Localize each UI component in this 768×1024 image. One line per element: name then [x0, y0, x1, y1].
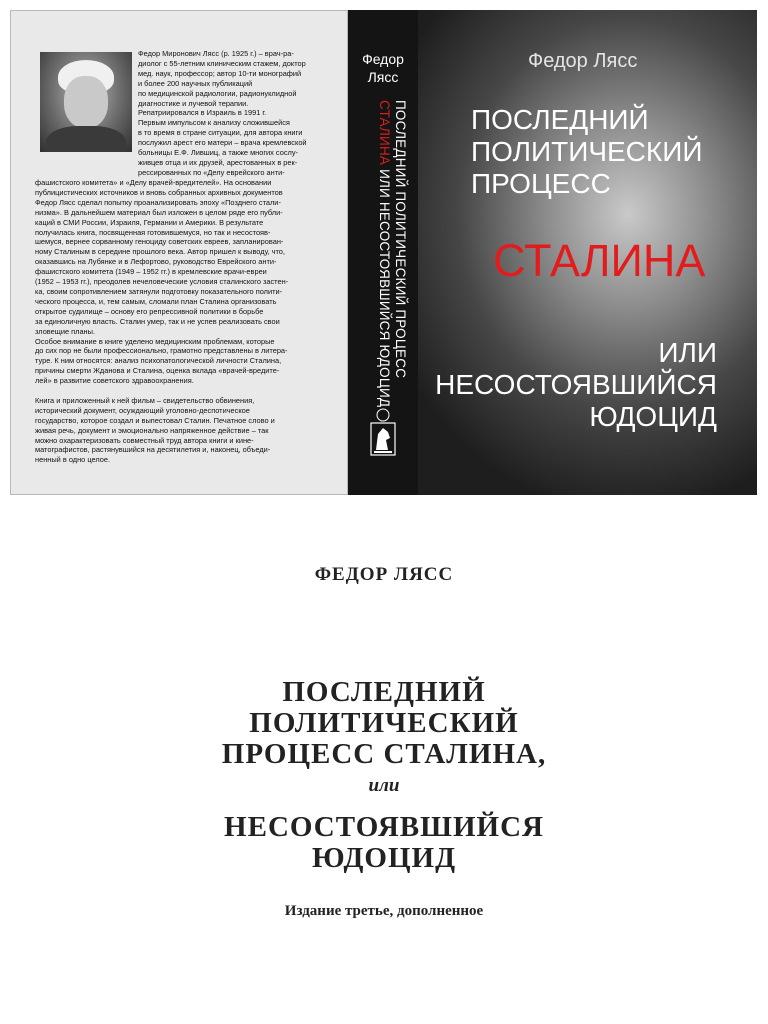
- front-cover: [418, 10, 757, 495]
- book-spine: [348, 10, 418, 495]
- author-bio-top: Федор Миронович Лясс (р. 1925 г.) – врач-ра- диолог с 55-летним клиническим стажем, доктор мед. наук, профессор; автор 10-ти монографий и более 200 научных публикаций по медицинской радиологии, радионуклидной диагностике и лучевой терапии. Репатриировался в Израиль в 1991 г. Первым импульсом к анализу сложившейся в то время в стране ситуации, для автора книги послужил арест его матери – врача кремлевской больницы Е.Ф. Лившиц, а также многих сослу- живцев отца и их друзей, арестованных в рек- рессированных по «Делу еврейского анти-: [138, 49, 307, 177]
- author-photo-body: [46, 126, 126, 152]
- author-bio-bottom: фашистского комитета» и «Делу врачей-вредителей». На основании публицистических источников и вновь собранных архивных документов Федор Лясс сделал попытку проанализировать эпоху «Позднего стали- низма». В дальнейшем материал был изложен в целом ряде его публи- каций в СМИ России, Израиля, Германии и Америки. В результате получилась книга, посвященная готовившемуся, но так и несостояв- шемуся, вернее сорванному геноциду советских евреев, запланирован- ному Сталиным в середине прошлого века. Автор пришел к выводу, что, оказавшись на Лубянке и в Лефортово, руководство Еврейского анти- фашистского комитета (1949 – 1952 гг.) в кремлевские врачи-евреи (1952 – 1953 гг.), преодолев нечеловеческие условия сталинского застен- ка, своим сопротивлением затянули подготовку показательного полити- ческого процесса, и, тем самым, сломали план Сталина организовать открытое судилище – основу его репрессивной политики в борьбе за единоличную власть. Сталин умер, так и не успев реализовать свои зловещие планы. Особое внимание в книге уделено медицинским проблемам, которые до сих пор не были профессионально, грамотно представлены в литера- туре. К ним относятся: анализ психопатологической личности Сталина, причины смерти Жданова и Сталина, оценка вклада «врачей-вредите- лей» в развитие советского здравоохранения. Книга и приложенный к ней фильм – свидетельство обвинения, исторический документ, осуждающий уголовно-деспотическое государство, которое создал и выпестовал Сталин. Печатное слово и живая речь, документ и эмоционально напряженное действие – так можно охарактеризовать совместный труд автора книги и кине- матографистов, растянувшийся на десятилетия и, наконец, объеди- ненный в одно целое.: [35, 178, 289, 465]
- publisher-logo-icon: [366, 408, 400, 460]
- front-cover-title-main: ПОСЛЕДНИЙ ПОЛИТИЧЕСКИЙ ПРОЦЕСС: [471, 104, 703, 199]
- title-page-conjunction: или: [368, 775, 400, 796]
- author-photo: [40, 52, 132, 152]
- title-page-title-sub: НЕСОСТОЯВШИЙСЯ ЮДОЦИД: [224, 811, 544, 874]
- back-cover: [10, 10, 348, 495]
- front-cover-title-sub: ИЛИ НЕСОСТОЯВШИЙСЯ ЮДОЦИД: [435, 337, 717, 432]
- author-photo-face: [64, 76, 108, 128]
- spine-title-red: СТАЛИНА: [377, 100, 392, 166]
- title-page-author: ФЕДОР ЛЯСС: [314, 564, 454, 585]
- front-cover-author: Федор Лясс: [528, 50, 638, 72]
- title-page-title-main: ПОСЛЕДНИЙ ПОЛИТИЧЕСКИЙ ПРОЦЕСС СТАЛИНА,: [221, 676, 547, 770]
- spine-author: Федор Лясс: [362, 51, 404, 85]
- spine-title-rest: ИЛИ НЕСОСТОЯВШИЙСЯ ЮДОЦИД: [377, 165, 392, 408]
- book-cover-spread: [10, 10, 757, 495]
- title-page-edition: Издание третье, дополненное: [284, 903, 484, 919]
- spine-title-line2: [376, 100, 392, 408]
- spine-title-line1: ПОСЛЕДНИЙ ПОЛИТИЧЕСКИЙ ПРОЦЕСС: [393, 100, 408, 379]
- spine-title: [376, 100, 408, 408]
- front-cover-title-red: СТАЛИНА: [493, 235, 706, 286]
